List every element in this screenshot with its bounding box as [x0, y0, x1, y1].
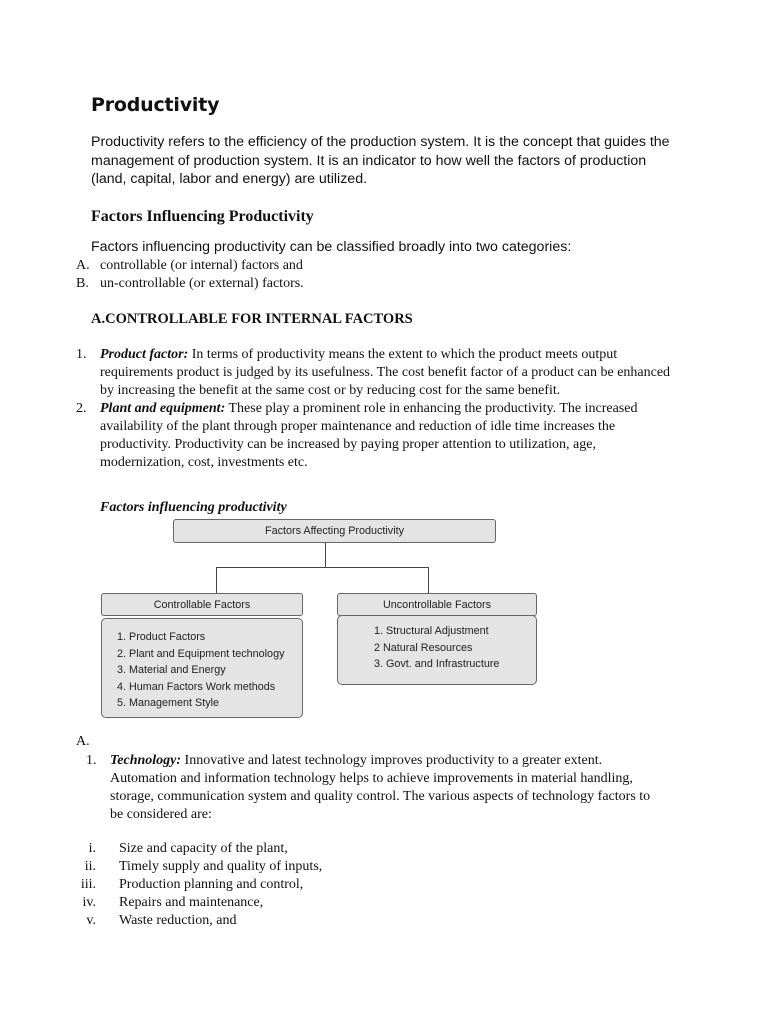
- uncontrollable-factors-box: [337, 593, 537, 616]
- controllable-factor: 5. Management Style: [117, 697, 220, 709]
- item-term: Plant and equipment:: [100, 401, 226, 416]
- category-text: un-controllable (or external) factors.: [100, 276, 304, 291]
- numbered-item: [76, 346, 676, 400]
- controllable-factors-box: [101, 593, 303, 616]
- numbered-item: [76, 400, 676, 472]
- diagram-root-label: Factors Affecting Productivity: [264, 525, 405, 537]
- controllable-factor: 2. Plant and Equipment technology: [117, 647, 285, 660]
- uncontrollable-factors-list: [337, 615, 537, 685]
- numbered-item: [86, 752, 666, 824]
- controllable-factor: 1. Product Factors: [117, 631, 206, 643]
- item-text: In terms of productivity means the extent to which the product meets output requirements product is judged by its usefulness. The cost benefit factor of a product can be enhanced by increasing the benefit at the same cost or by reducing cost for the same benefit.: [100, 347, 671, 398]
- controllable-factors-title: Controllable Factors: [153, 598, 251, 611]
- uncontrollable-factor: 3. Govt. and Infrastructure: [374, 658, 500, 670]
- roman-numeral: ii.: [84, 859, 96, 874]
- roman-text: Repairs and maintenance,: [119, 895, 264, 910]
- category-item: [76, 258, 303, 274]
- controllable-factor: 4. Human Factors Work methods: [117, 680, 276, 693]
- roman-numeral: i.: [88, 841, 96, 856]
- roman-text: Production planning and control,: [119, 877, 304, 892]
- item-number: 1.: [76, 347, 87, 362]
- uncontrollable-factor: 2 Natural Resources: [374, 641, 473, 654]
- item-number: 1.: [86, 753, 97, 768]
- controllable-factor: 3. Material and Energy: [117, 664, 226, 676]
- diagram-root-box: [173, 519, 496, 543]
- item-text: Innovative and latest technology improves productivity to a greater extent. Automation and information technology helps to achieve improvements in material handling, storage, communication system and quality control. The various aspects of technology factors to be considered are:: [110, 753, 651, 822]
- connector-line: [216, 567, 217, 593]
- roman-numeral: iii.: [80, 877, 96, 892]
- uncontrollable-factor: 1. Structural Adjustment: [374, 625, 489, 637]
- factors-heading: Factors Influencing Productivity: [91, 208, 314, 225]
- item-text: These play a prominent role in enhancing the productivity. The increased availability of the plant through proper maintenance and reduction of idle time increases the productivity. Productivity can be increased by paying proper attention to utilization, age, modernization, cost, investments etc.: [100, 401, 638, 470]
- controllable-factors-list: [101, 618, 303, 718]
- category-letter: A.: [76, 258, 90, 273]
- roman-text: Size and capacity of the plant,: [119, 841, 288, 856]
- roman-numeral: v.: [86, 913, 96, 928]
- item-term: Product factor:: [100, 347, 189, 362]
- category-text: controllable (or internal) factors and: [100, 258, 303, 273]
- roman-numeral: iv.: [82, 895, 96, 910]
- page-title: Productivity: [91, 94, 220, 116]
- connector-line: [216, 567, 429, 568]
- item-number: 2.: [76, 401, 87, 416]
- uncontrollable-factors-title: Uncontrollable Factors: [382, 598, 492, 611]
- diagram-caption: Factors influencing productivity: [100, 500, 287, 515]
- item-term: Technology:: [110, 753, 182, 768]
- category-item: [76, 276, 304, 292]
- roman-text: Timely supply and quality of inputs,: [119, 859, 323, 874]
- intro-paragraph: Productivity refers to the efficiency of the production system. It is the concept that guides the management of production system. It is an indicator to how well the factors of production (land, capital, labor and energy) are utilized.: [91, 134, 670, 188]
- classification-text: Factors influencing productivity can be classified broadly into two categories:: [91, 239, 572, 255]
- roman-text: Waste reduction, and: [119, 913, 237, 928]
- category-letter: B.: [76, 276, 89, 291]
- controllable-heading: A.CONTROLLABLE FOR INTERNAL FACTORS: [91, 311, 413, 327]
- connector-line: [325, 543, 326, 567]
- connector-line: [428, 567, 429, 593]
- section-marker: A.: [76, 734, 90, 749]
